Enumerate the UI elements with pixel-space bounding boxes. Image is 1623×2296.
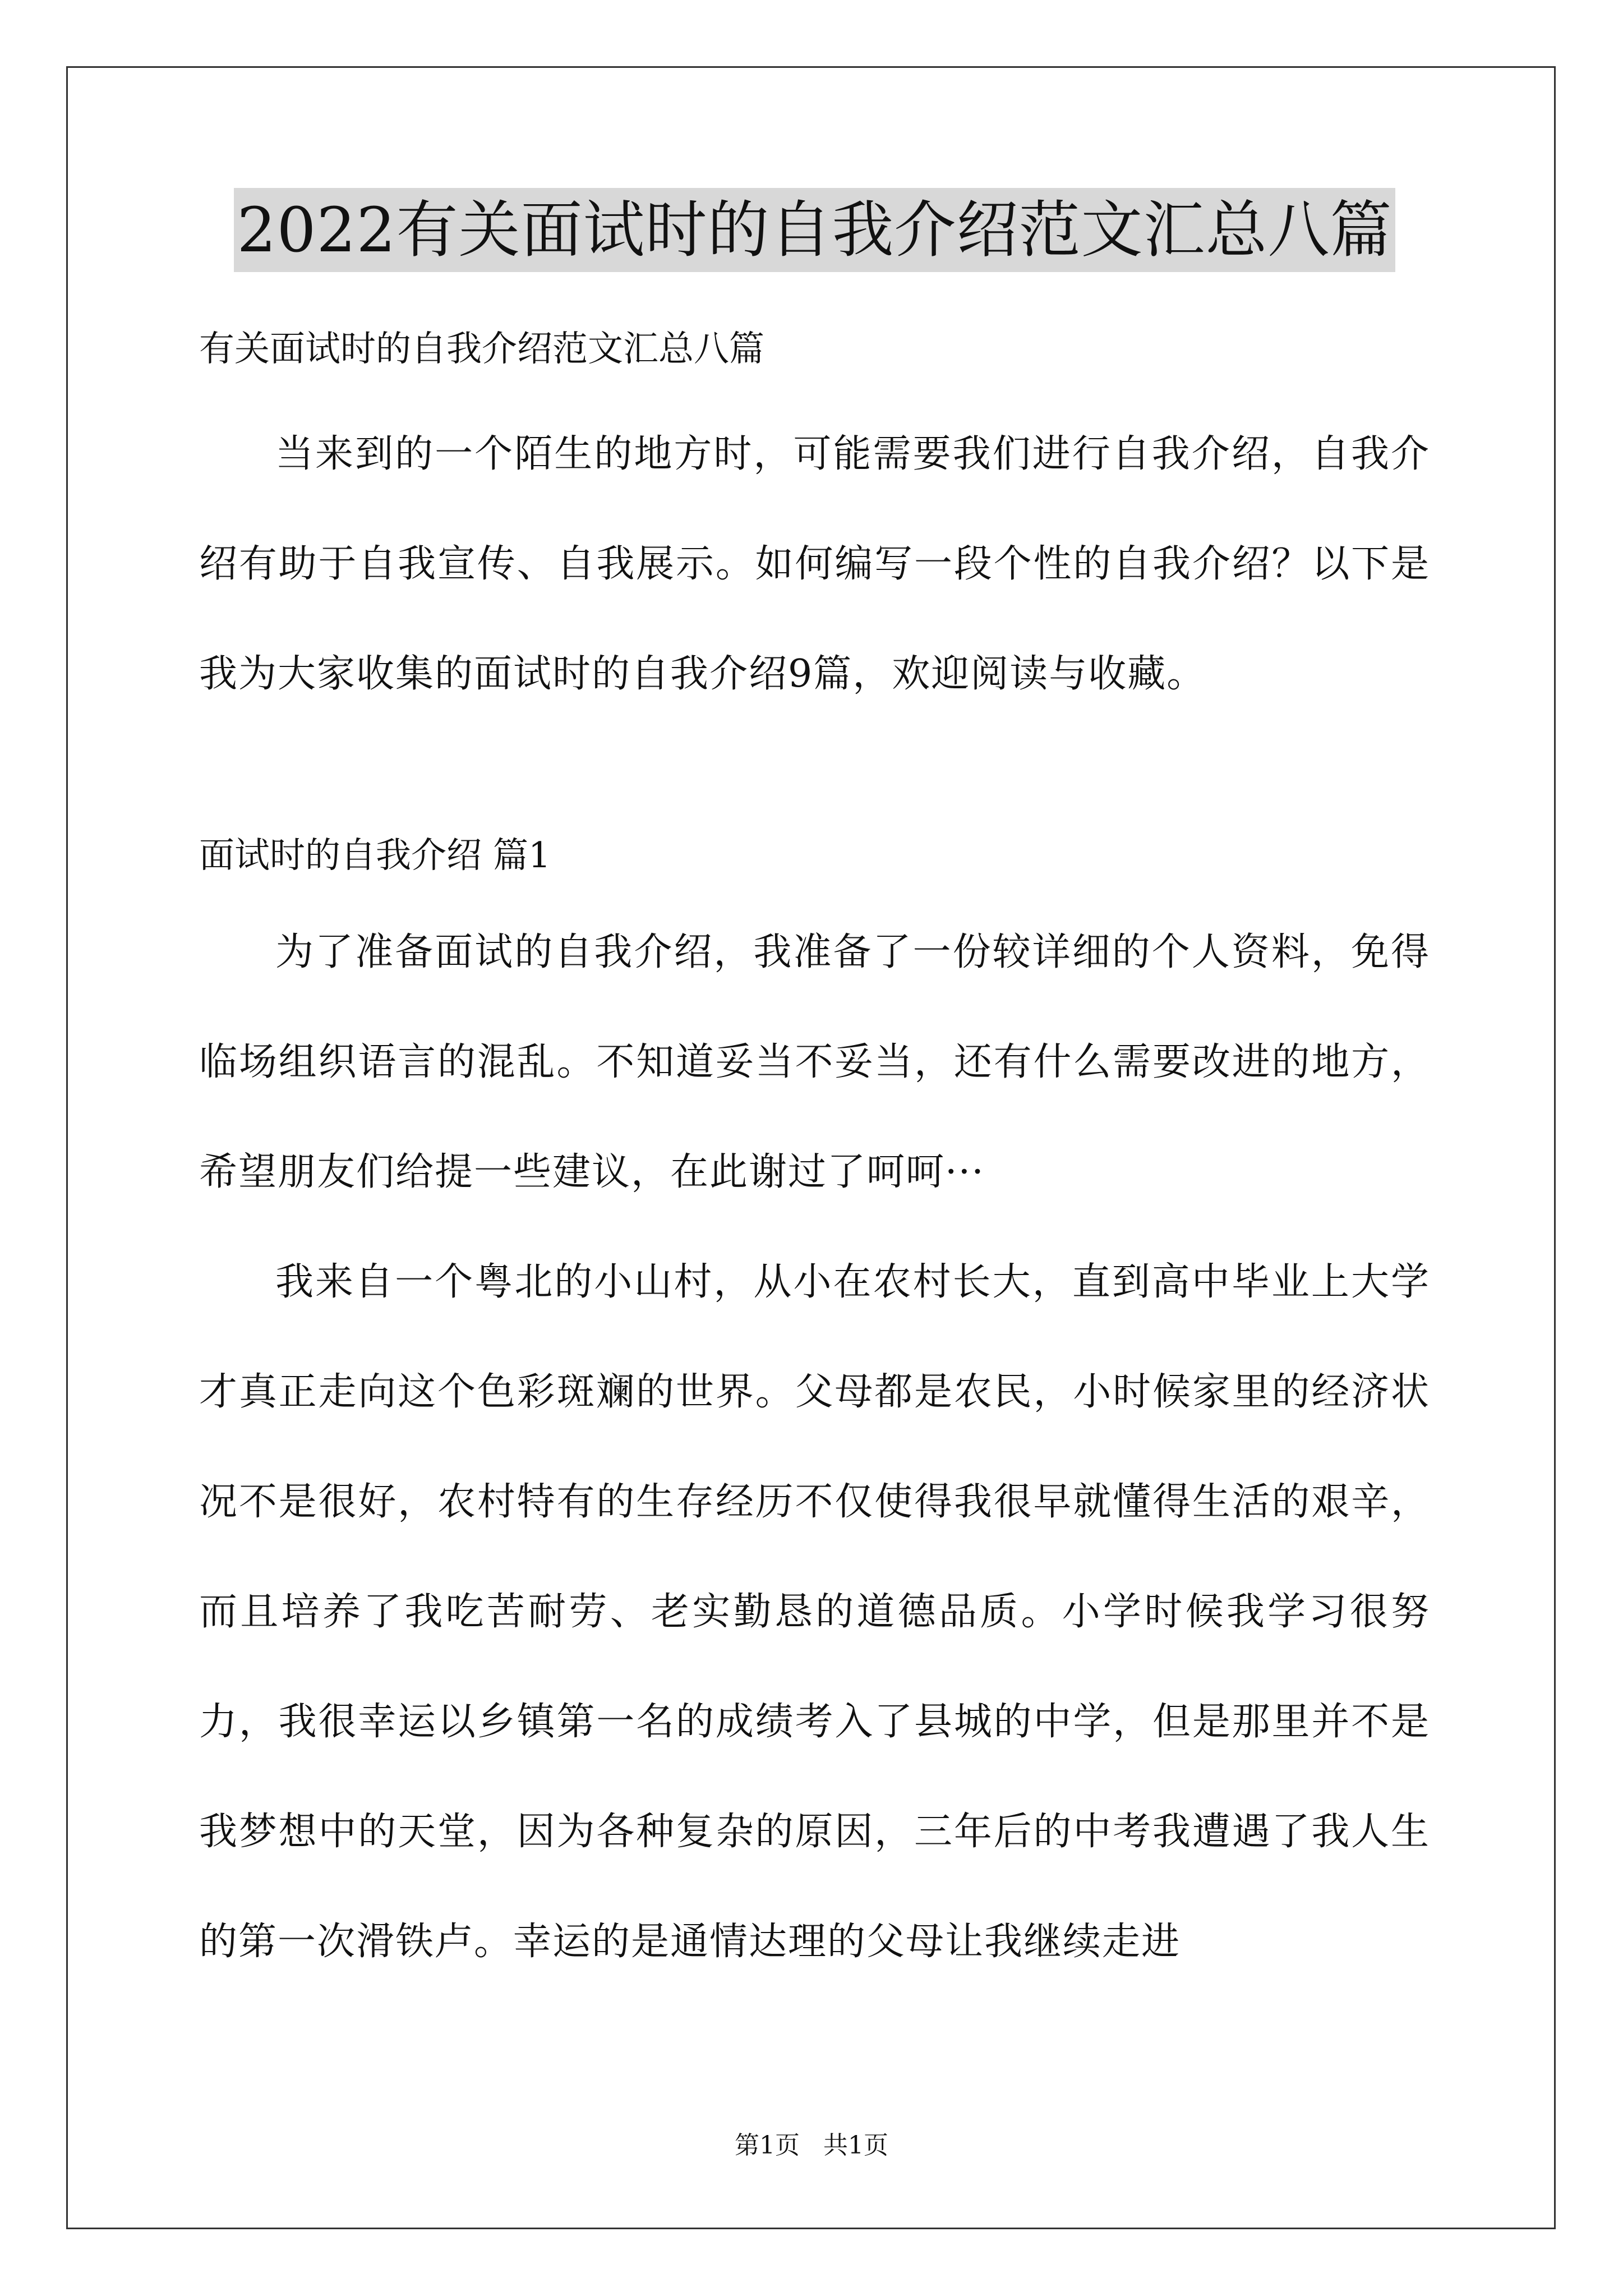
document-subtitle: 有关面试时的自我介绍范文汇总八篇 xyxy=(199,328,764,369)
section-heading: 面试时的自我介绍 篇1 xyxy=(199,835,551,876)
title-container xyxy=(199,188,1430,288)
section-paragraph: 为了准备面试的自我介绍，我准备了一份较详细的个人资料，免得临场组织语言的混乱。不知道妥当不妥当，还有什么需要改进的地方，希望朋友们给提一些建议，在此谢过了呵呵··· xyxy=(199,930,1430,1194)
page-footer: 第1页 共1页 xyxy=(735,2131,888,2160)
document-title: 2022有关面试时的自我介绍范文汇总八篇 xyxy=(234,188,1396,272)
section-paragraph: 我来自一个粤北的小山村，从小在农村长大，直到高中毕业上大学才真正走向这个色彩斑斓的世界。父母都是农民，小时候家里的经济状况不是很好，农村特有的生存经历不仅使得我很早就懂得生活的艰辛，而且培养了我吃苦耐劳、老实勤恳的道德品质。小学时候我学习很努力，我很幸运以乡镇第一名的成绩考入了县城的中学，但是那里并不是我梦想中的天堂，因为各种复杂的原因，三年后的中考我遭遇了我人生的第一次滑铁卢。幸运的是通情达理的父母让我继续走进 xyxy=(199,1260,1430,1964)
intro-paragraph: 当来到的一个陌生的地方时，可能需要我们进行自我介绍，自我介绍有助于自我宣传、自我展示。如何编写一段个性的自我介绍？以下是我为大家收集的面试时的自我介绍9篇，欢迎阅读与收藏。 xyxy=(199,432,1430,696)
document-body xyxy=(199,188,1430,1997)
